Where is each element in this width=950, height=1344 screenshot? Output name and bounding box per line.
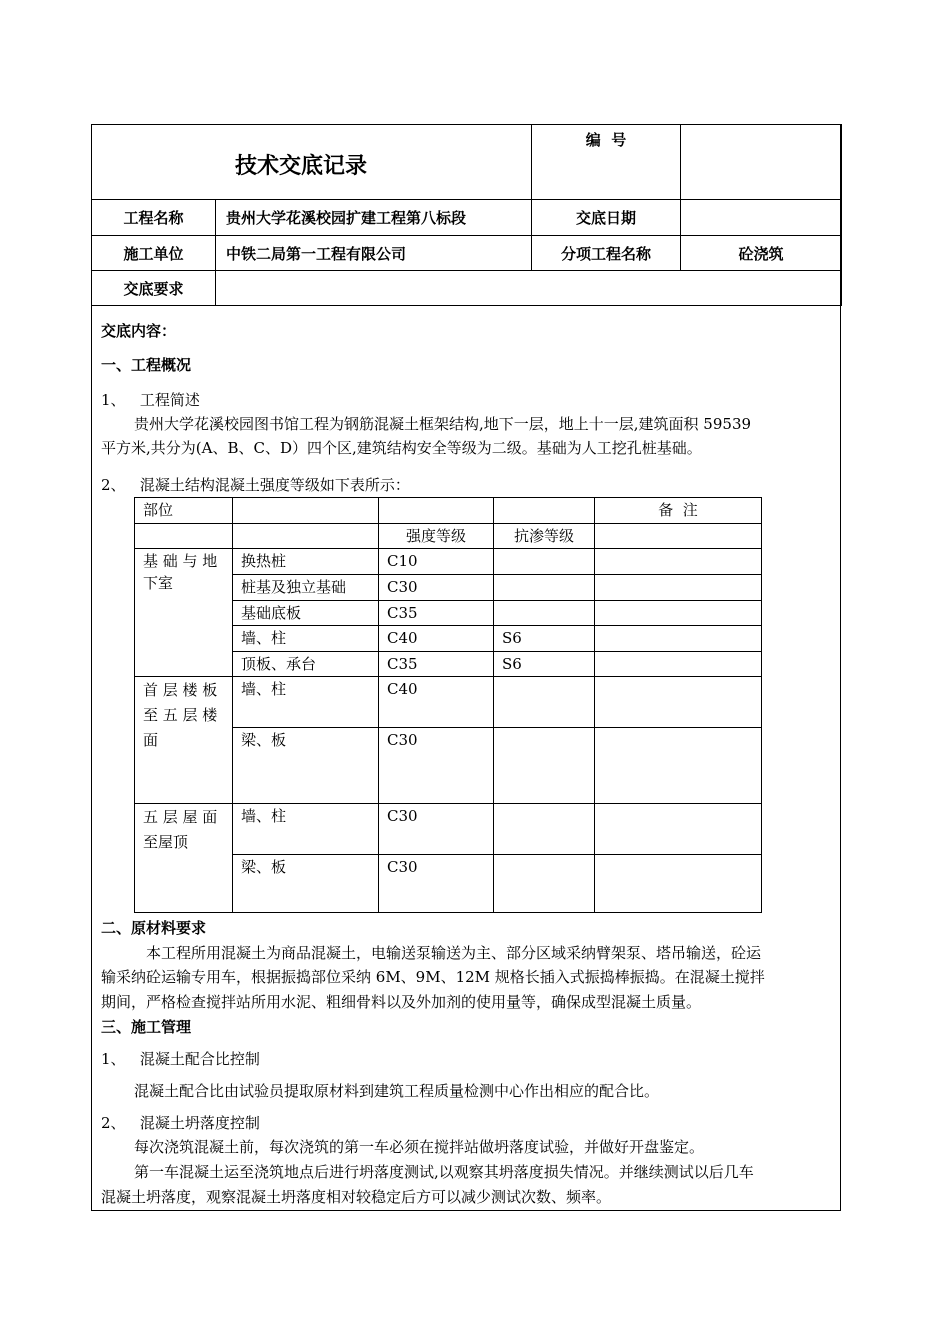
- section-1-2-title: 2、 混凝土结构混凝土强度等级如下表所示：: [101, 476, 410, 494]
- strength-cell: C40: [379, 626, 494, 652]
- title-cell: [92, 125, 532, 200]
- strength-cell: C30: [379, 804, 494, 855]
- section-2-line-3: 期间，严格检查搅拌站所用水泥、粗细骨料以及外加剂的使用量等，确保成型混凝土质量。: [101, 993, 702, 1011]
- item-cell: 梁、板: [233, 855, 379, 913]
- sub-project-name: 砼浇筑: [681, 236, 842, 271]
- group-fifth-floor-to-roof: 五 层 屋 面 至屋顶: [135, 804, 233, 913]
- remark-cell: [595, 652, 762, 677]
- remark-cell: [595, 626, 762, 652]
- remark-cell: [595, 601, 762, 626]
- number-label: 编 号: [585, 131, 627, 149]
- strength-cell: C35: [379, 652, 494, 677]
- date-label: 交底日期: [532, 200, 681, 236]
- item-cell: 顶板、承台: [233, 652, 379, 677]
- section-3-1-title: 1、 混凝土配合比控制: [101, 1050, 260, 1068]
- seepage-cell: S6: [494, 652, 595, 677]
- table-row: [135, 804, 762, 855]
- project-name-label: 工程名称: [92, 200, 216, 236]
- section-1-title: 一、工程概况: [101, 356, 192, 374]
- number-value: [681, 125, 842, 200]
- seepage-cell: [494, 728, 595, 804]
- concrete-grade-table: [134, 497, 762, 913]
- document-title: 技术交底记录: [235, 153, 368, 179]
- strength-cell: C30: [379, 855, 494, 913]
- seepage-cell: [494, 804, 595, 855]
- seepage-cell: [494, 855, 595, 913]
- item-cell: 换热桩: [233, 549, 379, 575]
- item-cell: 墙、柱: [233, 804, 379, 855]
- section-3-title: 三、施工管理: [101, 1018, 192, 1036]
- table-row: [135, 677, 762, 728]
- col-strength-header: 强度等级: [379, 524, 494, 549]
- col-remark-header: 备 注: [595, 498, 762, 524]
- strength-cell: C30: [379, 575, 494, 601]
- section-3-1-text: 混凝土配合比由试验员提取原材料到建筑工程质量检测中心作出相应的配合比。: [134, 1082, 660, 1100]
- section-2-line-2: 输采纳砼运输专用车，根据振捣部位采纳 6M、9M、12M 规格长插入式振捣棒振捣。在混凝土搅拌: [101, 968, 765, 986]
- seepage-cell: [494, 575, 595, 601]
- strength-cell: C40: [379, 677, 494, 728]
- number-label-cell: [532, 125, 681, 200]
- remark-cell: [595, 549, 762, 575]
- date-value: [681, 200, 842, 236]
- remark-cell: [595, 575, 762, 601]
- seepage-cell: [494, 601, 595, 626]
- content-heading: 交底内容：: [101, 322, 177, 340]
- section-2-title: 二、原材料要求: [101, 919, 207, 937]
- section-1-1-line-2: 平方米,共分为(A、B、C、D）四个区,建筑结构安全等级为二级。基础为人工挖孔桩基础。: [101, 439, 702, 457]
- group-foundation: 基 础 与 地 下室: [135, 549, 233, 677]
- group-first-to-fifth-floor: 首 层 楼 板 至 五 层 楼 面: [135, 677, 233, 804]
- item-cell: 桩基及独立基础: [233, 575, 379, 601]
- strength-cell: C30: [379, 728, 494, 804]
- seepage-cell: S6: [494, 626, 595, 652]
- requirements-label: 交底要求: [92, 271, 216, 306]
- remark-cell: [595, 804, 762, 855]
- section-3-2-line-2: 第一车混凝土运至浇筑地点后进行坍落度测试,以观察其坍落度损失情况。并继续测试以后几车: [134, 1163, 754, 1181]
- col-seepage-header: 抗渗等级: [494, 524, 595, 549]
- section-3-2-line-1: 每次浇筑混凝土前，每次浇筑的第一车必须在搅拌站做坍落度试验，并做好开盘鉴定。: [134, 1138, 705, 1156]
- strength-cell: C10: [379, 549, 494, 575]
- item-cell: 墙、柱: [233, 626, 379, 652]
- section-3-2-title: 2、 混凝土坍落度控制: [101, 1114, 260, 1132]
- requirements-value: [216, 271, 842, 306]
- seepage-cell: [494, 549, 595, 575]
- section-2-line-1: 本工程所用混凝土为商品混凝土，电输送泵输送为主、部分区域采纳臂架泵、塔吊输送，砼运: [146, 944, 762, 962]
- remark-cell: [595, 855, 762, 913]
- item-cell: 梁、板: [233, 728, 379, 804]
- sub-project-label: 分项工程名称: [532, 236, 681, 271]
- strength-cell: C35: [379, 601, 494, 626]
- item-cell: 墙、柱: [233, 677, 379, 728]
- section-1-1-title: 1、 工程简述: [101, 391, 200, 409]
- project-name: 贵州大学花溪校园扩建工程第八标段: [216, 200, 532, 236]
- item-cell: 基础底板: [233, 601, 379, 626]
- remark-cell: [595, 677, 762, 728]
- remark-cell: [595, 728, 762, 804]
- section-1-1-line-1: 贵州大学花溪校园图书馆工程为钢筋混凝土框架结构,地下一层，地上十一层,建筑面积 59539: [134, 415, 752, 433]
- header-table: [91, 124, 842, 306]
- unit-label: 施工单位: [92, 236, 216, 271]
- construction-unit: 中铁二局第一工程有限公司: [216, 236, 532, 271]
- seepage-cell: [494, 677, 595, 728]
- table-row: [135, 549, 762, 575]
- section-3-2-line-3: 混凝土坍落度，观察混凝土坍落度相对较稳定后方可以减少测试次数、频率。: [101, 1188, 612, 1206]
- col-part-header: 部位: [135, 498, 233, 524]
